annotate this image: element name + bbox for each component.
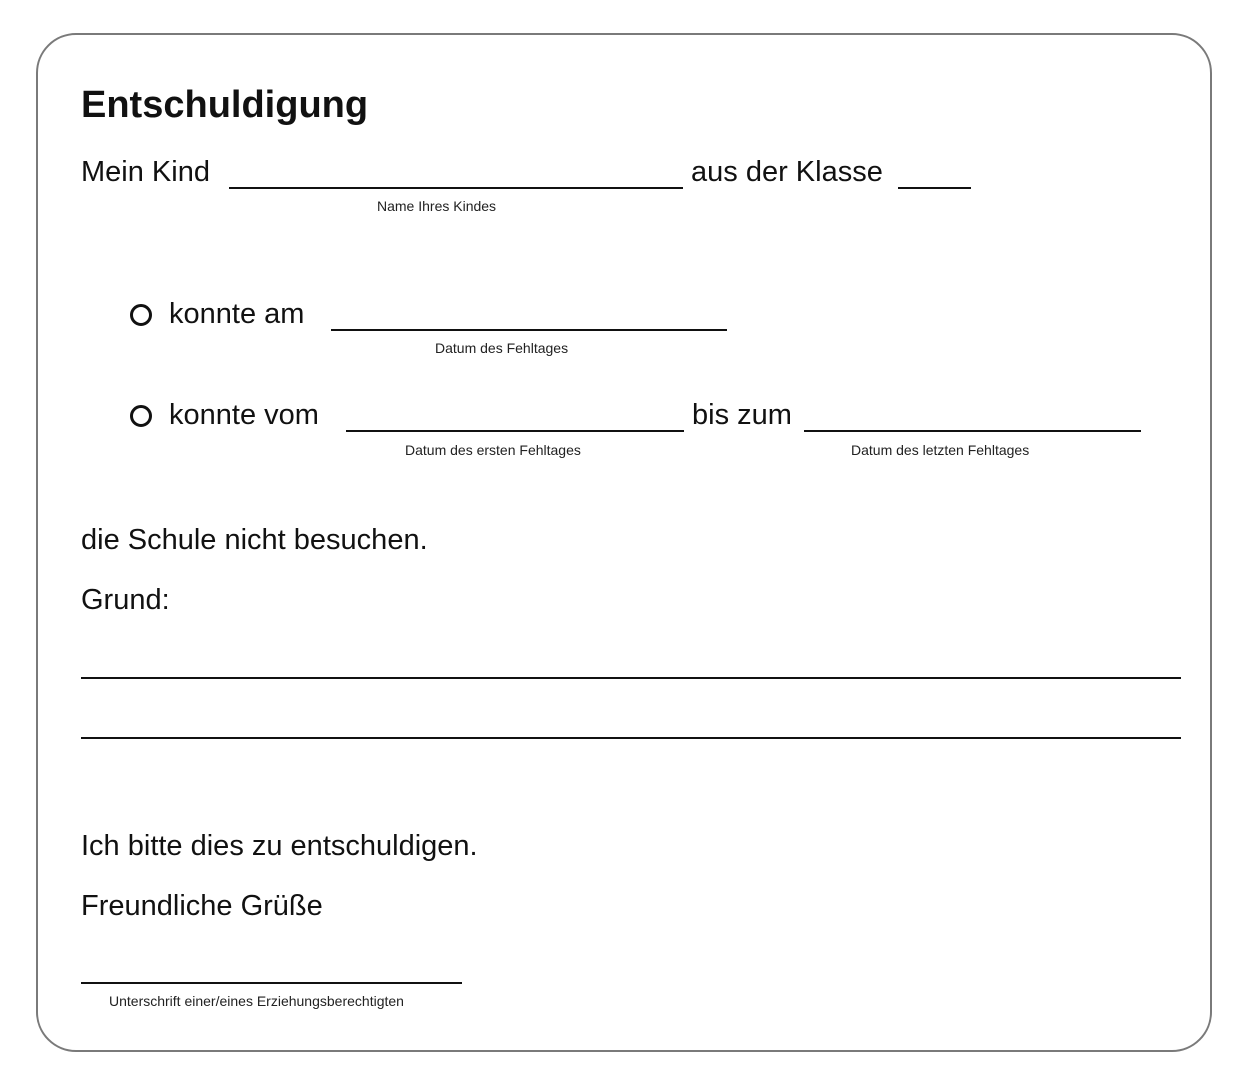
option-single-day-label: konnte am	[169, 298, 305, 330]
signature-field[interactable]	[81, 982, 462, 984]
child-label: Mein Kind	[81, 156, 210, 188]
range-from-caption: Datum des ersten Fehltages	[405, 442, 581, 458]
option-range-label: konnte vom	[169, 399, 319, 431]
range-to-date-field[interactable]	[804, 430, 1141, 432]
closing-request: Ich bitte dies zu entschuldigen.	[81, 830, 478, 862]
range-to-caption: Datum des letzten Fehltages	[851, 442, 1030, 458]
child-name-field[interactable]	[229, 187, 683, 189]
form-title: Entschuldigung	[81, 84, 369, 126]
reason-line-1[interactable]	[81, 677, 1181, 679]
class-label: aus der Klasse	[691, 156, 883, 188]
reason-label: Grund:	[81, 584, 170, 616]
greeting: Freundliche Grüße	[81, 890, 323, 922]
child-name-caption: Name Ihres Kindes	[377, 198, 497, 214]
signature-caption: Unterschrift einer/eines Erziehungsberechtigten	[109, 993, 404, 1009]
range-to-label: bis zum	[692, 399, 792, 431]
single-day-caption: Datum des Fehltages	[435, 340, 569, 356]
single-day-date-field[interactable]	[331, 329, 727, 331]
class-field[interactable]	[898, 187, 971, 189]
option-range-radio[interactable]	[130, 405, 152, 427]
range-from-date-field[interactable]	[346, 430, 684, 432]
reason-line-2[interactable]	[81, 737, 1181, 739]
school-absence-text: die Schule nicht besuchen.	[81, 524, 428, 556]
option-single-day-radio[interactable]	[130, 304, 152, 326]
